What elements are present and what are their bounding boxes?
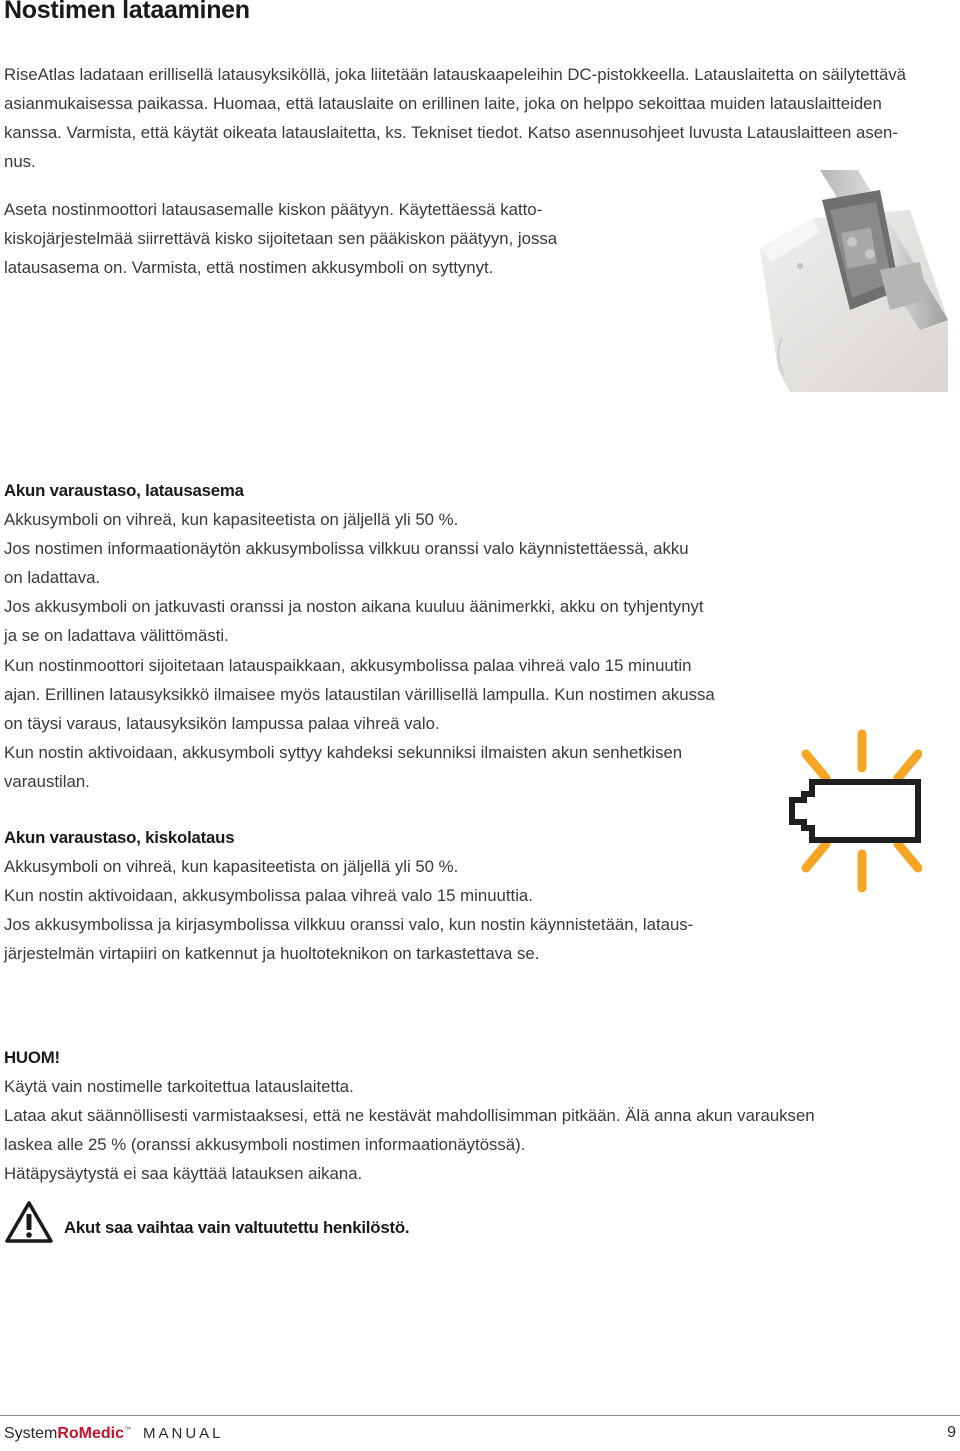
brand-romedic: RoMedic <box>57 1425 125 1442</box>
rail-line: Akkusymboli on vihreä, kun kapasiteetista on jäljellä yli 50 %. <box>4 857 459 877</box>
intro-line: RiseAtlas ladataan erillisellä latausyksiköllä, joka liitetään latauskaapeleihin DC-pistokkeella. Latauslaitetta on säilytettävä <box>4 65 907 84</box>
station-line: on täysi varaus, latausyksikön lampussa palaa vihreä valo. <box>4 713 440 733</box>
flashing-battery-icon <box>772 726 922 896</box>
brand-system: System <box>4 1425 58 1442</box>
rail-line: järjestelmän virtapiiri on katkennut ja huoltoteknikon on tarkastettava se. <box>4 944 540 964</box>
rail-line: Jos akkusymbolissa ja kirjasymbolissa vilkkuu oranssi valo, kun nostin käynnistetään, lataus- <box>4 915 694 935</box>
brand-trademark: ™ <box>124 1426 132 1434</box>
rail-section <box>4 823 693 968</box>
charging-station-image <box>760 170 948 392</box>
note-section <box>4 1043 815 1188</box>
note-title: HUOM! <box>4 1048 60 1067</box>
page-number: 9 <box>947 1424 956 1441</box>
note-line: Hätäpysäytystä ei saa käyttää latauksen aikana. <box>4 1164 363 1184</box>
station-line: Jos nostimen informaationäytön akkusymbolissa vilkkuu oranssi valo käynnistettäessä, akku <box>4 539 689 559</box>
brand-manual: MANUAL <box>143 1425 224 1442</box>
warning-triangle-icon <box>4 1200 54 1244</box>
station-line: varaustilan. <box>4 771 90 791</box>
station-line: Kun nostinmoottori sijoitetaan latauspaikkaan, akkusymbolissa palaa vihreä valo 15 minuutin <box>4 655 692 675</box>
warning-text: Akut saa vaihtaa vain valtuutettu henkilöstö. <box>64 1218 410 1237</box>
note-line: Käytä vain nostimelle tarkoitettua latauslaitetta. <box>4 1077 354 1097</box>
rail-section-title: Akun varaustaso, kiskolataus <box>4 828 235 847</box>
placement-line: Aseta nostinmoottori latausasemalle kiskon päätyyn. Käytettäessä katto- <box>4 200 543 219</box>
station-line: Kun nostin aktivoidaan, akkusymboli syttyy kahdeksi sekunniksi ilmaisten akun senhetkisen <box>4 742 683 762</box>
station-section-title: Akun varaustaso, latausasema <box>4 481 244 500</box>
station-line: Jos akkusymboli on jatkuvasti oranssi ja noston aikana kuuluu äänimerkki, akku on tyhjentynyt <box>4 597 704 617</box>
station-line: ja se on ladattava välittömästi. <box>4 626 229 646</box>
placement-line: kiskojärjestelmää siirrettävä kisko sijoitetaan sen pääkiskon päätyyn, jossa <box>4 229 558 249</box>
rail-line: Kun nostin aktivoidaan, akkusymbolissa palaa vihreä valo 15 minuuttia. <box>4 886 533 906</box>
footer-divider <box>0 1415 960 1416</box>
note-line: Lataa akut säännöllisesti varmistaaksesi, että ne kestävät mahdollisimman pitkään. Älä anna akun varauksen <box>4 1106 815 1126</box>
intro-line: nus. <box>4 152 36 172</box>
intro-line: asianmukaisessa paikassa. Huomaa, että latauslaite on erillinen laite, joka on helppo sekoittaa muiden latauslaitteiden <box>4 94 882 114</box>
note-line: laskea alle 25 % (oranssi akkusymboli nostimen informaationäytössä). <box>4 1135 526 1155</box>
intro-line: kanssa. Varmista, että käytät oikeata latauslaitetta, ks. Tekniset tiedot. Katso asennusohjeet luvusta Latauslaitteen asen- <box>4 123 898 143</box>
footer-brand <box>4 1425 224 1443</box>
placement-line: latausasema on. Varmista, että nostimen akkusymboli on syttynyt. <box>4 258 494 278</box>
placement-paragraph <box>4 195 557 282</box>
page-title: Nostimen lataaminen <box>4 0 250 24</box>
station-line: ajan. Erillinen latausyksikkö ilmaisee myös lataustilan värillisellä lampulla. Kun nostimen akussa <box>4 684 715 704</box>
station-line: on ladattava. <box>4 568 101 588</box>
station-section <box>4 476 715 796</box>
station-line: Akkusymboli on vihreä, kun kapasiteetista on jäljellä yli 50 %. <box>4 510 459 530</box>
intro-paragraph <box>4 60 906 176</box>
